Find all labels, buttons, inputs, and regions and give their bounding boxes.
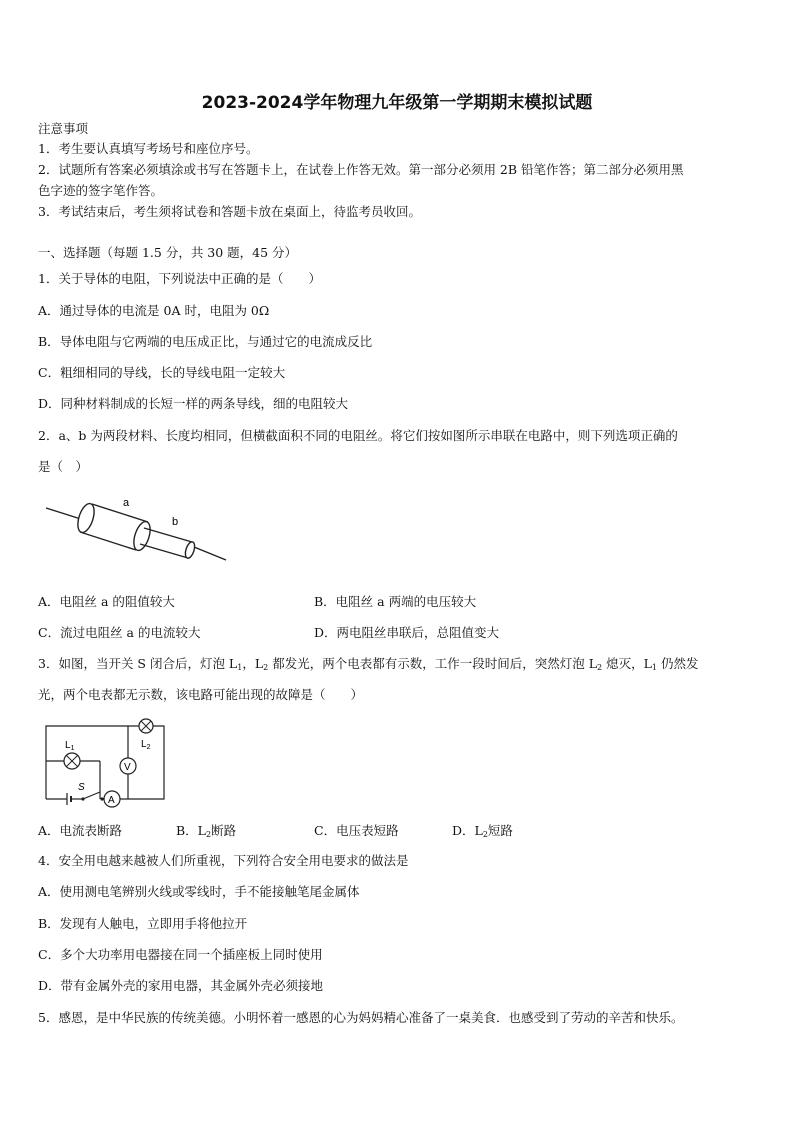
label-voltmeter: V [124, 762, 131, 773]
question-2-option-d: D．两电阻丝串联后，总阻值变大 [314, 625, 500, 640]
question-2-stem: 2．a、b 为两段材料、长度均相同，但横截面积不同的电阻丝。将它们按如图所示串联在电路中，则下列选项正确的 [38, 428, 678, 443]
page-title: 2023-2024学年物理九年级第一学期期末模拟试题 [201, 93, 593, 113]
question-3-option-d: D．$L_2$短路 [452, 823, 513, 839]
question-3-stem: 3．如图，当开关 S 闭合后，灯泡 $L_1$，$L_2$ 都发光，两个电表都有示数，工作一段时间后，突然灯泡 $L_2$ 熄灭，$L_1$ 仍然发 [38, 656, 699, 672]
section-heading: 一、选择题（每题 1.5 分，共 30 题，45 分） [38, 245, 298, 260]
notice-item: 3．考试结束后，考生须将试卷和答题卡放在桌面上，待监考员收回。 [38, 204, 421, 219]
question-2-option-b: B．电阻丝 a 两端的电压较大 [314, 594, 477, 609]
question-4-option-a: A．使用测电笔辨别火线或零线时，手不能接触笔尾金属体 [38, 884, 360, 899]
question-4-option-c: C．多个大功率用电器接在同一个插座板上同时使用 [38, 947, 323, 962]
notice-heading: 注意事项 [38, 121, 89, 136]
question-2-stem-cont: 是（ ） [38, 459, 89, 474]
question-1-option-d: D．同种材料制成的长短一样的两条导线，细的电阻较大 [38, 396, 349, 411]
question-3-stem-cont: 光，两个电表都无示数，该电路可能出现的故障是（ ） [38, 687, 364, 702]
question-2-option-c: C．流过电阻丝 a 的电流较大 [38, 625, 201, 640]
notice-item: 2．试题所有答案必须填涂或书写在答题卡上，在试卷上作答无效。第一部分必须用 2B 铅笔作答；第二部分必须用黑 [38, 162, 684, 177]
label-l2: $L_2$ [141, 739, 151, 751]
resistance-wire-figure [44, 490, 234, 570]
question-1-option-a: A．通过导体的电流是 0A 时，电阻为 0Ω [38, 303, 270, 318]
circuit-figure [42, 716, 168, 808]
question-1-stem: 1．关于导体的电阻，下列说法中正确的是（ ） [38, 271, 321, 286]
question-4-option-b: B．发现有人触电，立即用手将他拉开 [38, 916, 248, 931]
question-5-stem: 5．感恩，是中华民族的传统美德。小明怀着一感恩的心为妈妈精心准备了一桌美食．也感受到了劳动的辛苦和快乐。 [38, 1010, 684, 1025]
notice-item: 色字迹的签字笔作答。 [38, 183, 164, 198]
question-1-option-b: B．导体电阻与它两端的电压成正比，与通过它的电流成反比 [38, 334, 373, 349]
label-b: b [172, 516, 179, 528]
question-3-option-b: B．$L_2$断路 [176, 823, 237, 839]
label-ammeter: A [108, 795, 115, 806]
question-4-option-d: D．带有金属外壳的家用电器，其金属外壳必须接地 [38, 978, 324, 993]
question-2-option-a: A．电阻丝 a 的阻值较大 [38, 594, 175, 609]
label-s: S [78, 782, 85, 793]
question-3-option-a: A．电流表断路 [38, 823, 123, 838]
label-a: a [123, 497, 130, 509]
notice-item: 1．考生要认真填写考场号和座位序号。 [38, 141, 259, 156]
question-4-stem: 4．安全用电越来越被人们所重视，下列符合安全用电要求的做法是 [38, 853, 409, 868]
question-3-option-c: C．电压表短路 [314, 823, 399, 838]
question-1-option-c: C．粗细相同的导线，长的导线电阻一定较大 [38, 365, 286, 380]
label-l1: $L_1$ [65, 740, 75, 752]
